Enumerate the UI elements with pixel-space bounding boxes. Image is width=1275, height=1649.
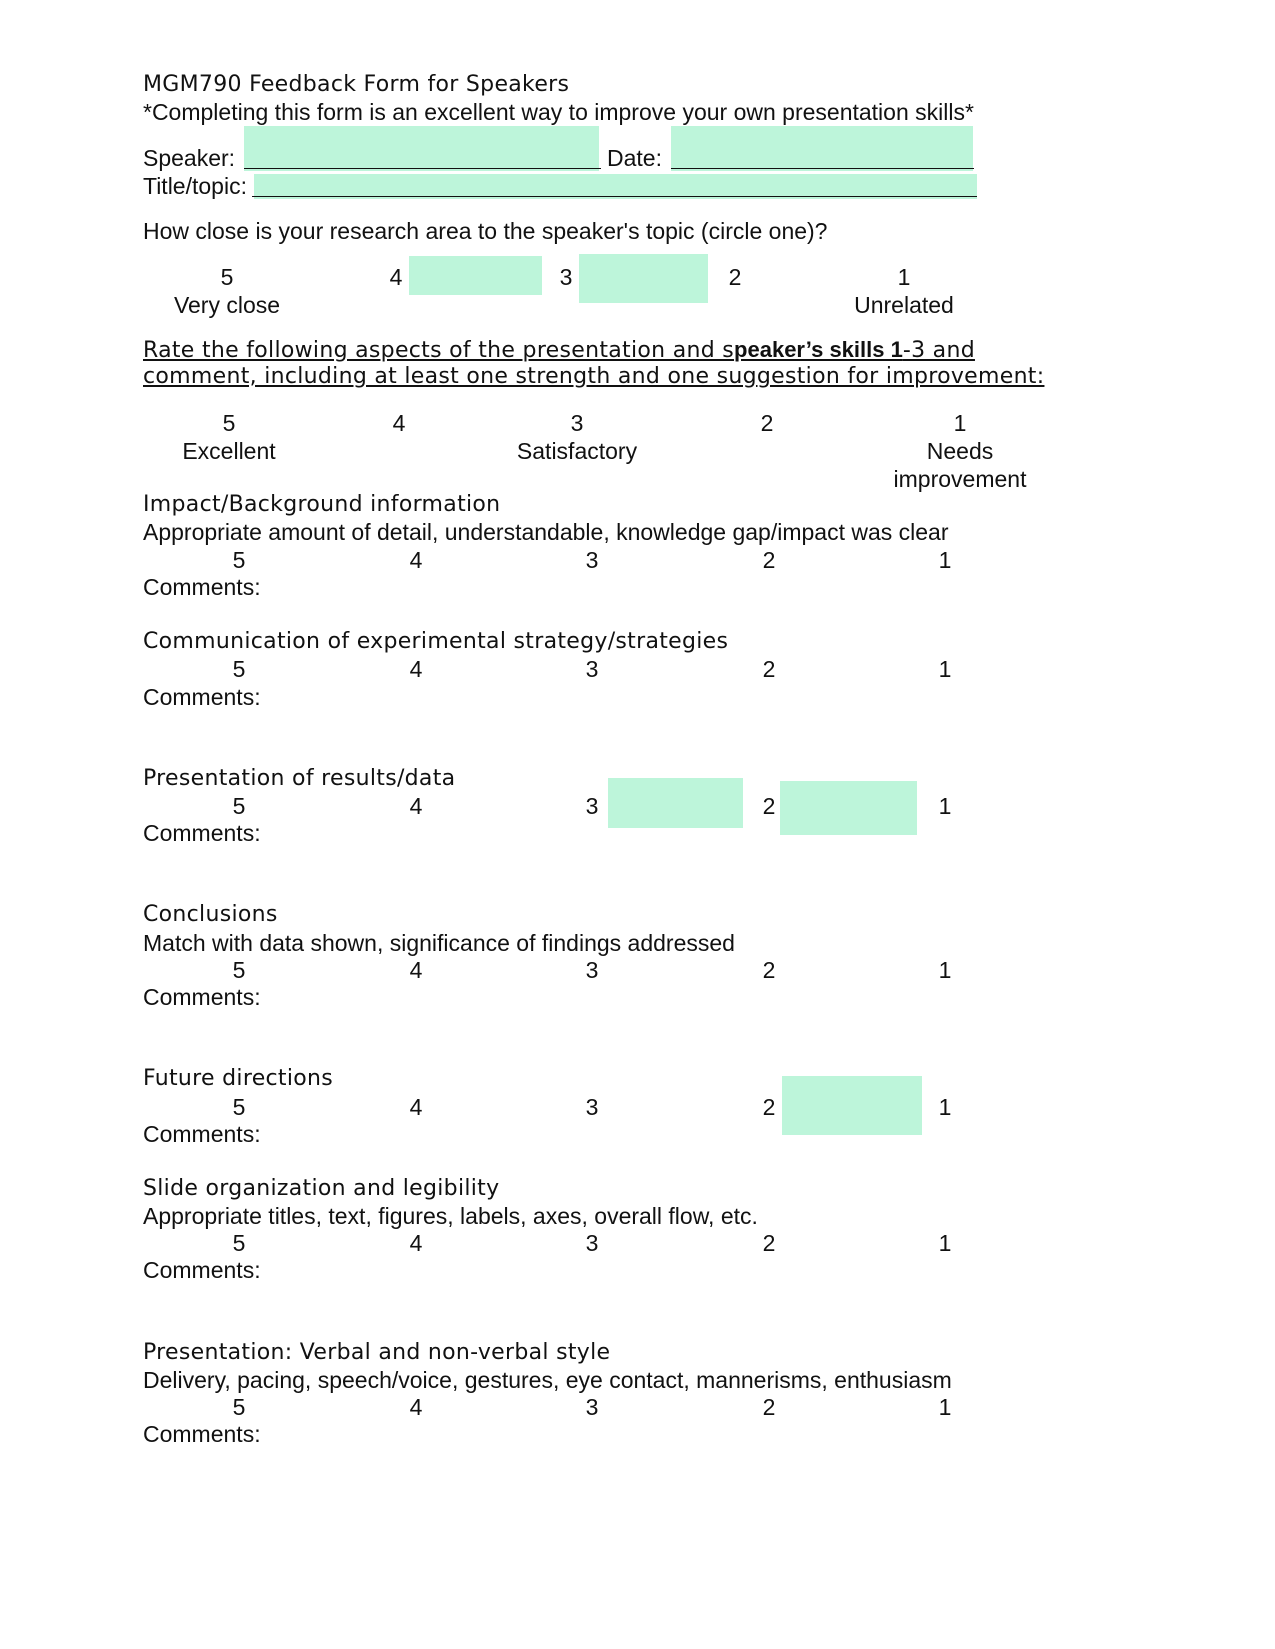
section-style-option-1[interactable]: 1 xyxy=(938,1394,952,1420)
section-conclusions-option-3[interactable]: 3 xyxy=(585,957,599,983)
rating-instructions-part3: -3 and xyxy=(902,338,975,363)
section-impact-option-3[interactable]: 3 xyxy=(585,547,599,573)
date-field-line xyxy=(671,168,974,169)
section-impact-heading: Impact/Background information xyxy=(143,492,501,517)
section-results-option-2[interactable]: 2 xyxy=(762,793,776,819)
rating-instructions-bold: peaker’s skills 1 xyxy=(734,337,903,362)
section-future-option-2[interactable]: 2 xyxy=(762,1094,776,1120)
closeness-question: How close is your research area to the speaker's topic (circle one)? xyxy=(143,218,828,244)
section-style-option-5[interactable]: 5 xyxy=(232,1394,246,1420)
date-label: Date: xyxy=(607,145,662,171)
speaker-label: Speaker: xyxy=(143,145,236,171)
section-results-comments-label: Comments: xyxy=(143,820,261,846)
title-topic-label: Title/topic: xyxy=(143,173,247,199)
section-communication-comments-label: Comments: xyxy=(143,684,261,710)
section-communication-option-1[interactable]: 1 xyxy=(938,656,952,682)
closeness-choice-3-field[interactable] xyxy=(579,254,708,303)
closeness-option-3[interactable]: 3 xyxy=(559,264,573,290)
form-title: MGM790 Feedback Form for Speakers xyxy=(143,72,570,97)
rating-instructions-line2: comment, including at least one strength and one suggestion for improvement: xyxy=(143,364,1045,389)
section-future-heading: Future directions xyxy=(143,1066,334,1091)
legend-label-excellent: Excellent xyxy=(182,438,276,464)
legend-4: 4 xyxy=(392,410,406,436)
section-slides-heading: Slide organization and legibility xyxy=(143,1176,500,1201)
rating-instructions-part1: Rate the following aspects of the presentation and s xyxy=(143,338,735,363)
section-results-option-5[interactable]: 5 xyxy=(232,793,246,819)
section-communication-option-4[interactable]: 4 xyxy=(409,656,423,682)
legend-3: 3 xyxy=(570,410,584,436)
legend-label-satisfactory: Satisfactory xyxy=(516,438,638,464)
section-results-choice-2-field[interactable] xyxy=(780,781,917,835)
section-future-option-1[interactable]: 1 xyxy=(938,1094,952,1120)
section-style-description: Delivery, pacing, speech/voice, gestures, eye contact, mannerisms, enthusiasm xyxy=(143,1367,952,1393)
section-slides-option-2[interactable]: 2 xyxy=(762,1230,776,1256)
closeness-label-unrelated: Unrelated xyxy=(854,292,954,318)
section-style-comments-label: Comments: xyxy=(143,1421,261,1447)
legend-label-needs-improvement: Needs improvement xyxy=(893,438,1027,492)
section-communication-heading: Communication of experimental strategy/strategies xyxy=(143,629,729,654)
date-field[interactable] xyxy=(671,126,973,171)
section-impact-option-4[interactable]: 4 xyxy=(409,547,423,573)
section-conclusions-heading: Conclusions xyxy=(143,902,278,927)
section-impact-option-1[interactable]: 1 xyxy=(938,547,952,573)
section-communication-option-3[interactable]: 3 xyxy=(585,656,599,682)
rating-instructions xyxy=(143,339,975,362)
section-future-choice-2-field[interactable] xyxy=(782,1076,922,1135)
closeness-option-1[interactable]: 1 xyxy=(897,264,911,290)
section-future-comments-label: Comments: xyxy=(143,1121,261,1147)
section-communication-option-5[interactable]: 5 xyxy=(232,656,246,682)
section-impact-comments-label: Comments: xyxy=(143,574,261,600)
section-conclusions-option-4[interactable]: 4 xyxy=(409,957,423,983)
section-style-option-3[interactable]: 3 xyxy=(585,1394,599,1420)
section-style-option-2[interactable]: 2 xyxy=(762,1394,776,1420)
section-slides-option-1[interactable]: 1 xyxy=(938,1230,952,1256)
section-style-option-4[interactable]: 4 xyxy=(409,1394,423,1420)
closeness-option-2[interactable]: 2 xyxy=(728,264,742,290)
section-impact-option-2[interactable]: 2 xyxy=(762,547,776,573)
section-conclusions-description: Match with data shown, significance of findings addressed xyxy=(143,930,735,956)
closeness-choice-4-field[interactable] xyxy=(409,256,542,295)
form-subtitle: *Completing this form is an excellent way to improve your own presentation skills* xyxy=(143,99,974,125)
section-slides-comments-label: Comments: xyxy=(143,1257,261,1283)
section-conclusions-comments-label: Comments: xyxy=(143,984,261,1010)
section-results-option-1[interactable]: 1 xyxy=(938,793,952,819)
section-results-choice-3-field[interactable] xyxy=(608,778,743,828)
speaker-field-line xyxy=(244,168,601,169)
title-topic-field-line xyxy=(252,196,977,197)
legend-2: 2 xyxy=(760,410,774,436)
section-slides-option-5[interactable]: 5 xyxy=(232,1230,246,1256)
legend-1: 1 xyxy=(953,410,967,436)
section-impact-option-5[interactable]: 5 xyxy=(232,547,246,573)
section-results-option-4[interactable]: 4 xyxy=(409,793,423,819)
section-conclusions-option-5[interactable]: 5 xyxy=(232,957,246,983)
section-future-option-5[interactable]: 5 xyxy=(232,1094,246,1120)
section-results-option-3[interactable]: 3 xyxy=(585,793,599,819)
section-slides-option-3[interactable]: 3 xyxy=(585,1230,599,1256)
section-slides-option-4[interactable]: 4 xyxy=(409,1230,423,1256)
section-results-heading: Presentation of results/data xyxy=(143,766,456,791)
section-future-option-3[interactable]: 3 xyxy=(585,1094,599,1120)
closeness-option-5[interactable]: 5 xyxy=(220,264,234,290)
section-conclusions-option-1[interactable]: 1 xyxy=(938,957,952,983)
speaker-field[interactable] xyxy=(244,126,599,171)
section-impact-description: Appropriate amount of detail, understandable, knowledge gap/impact was clear xyxy=(143,519,949,545)
section-future-option-4[interactable]: 4 xyxy=(409,1094,423,1120)
section-conclusions-option-2[interactable]: 2 xyxy=(762,957,776,983)
section-style-heading: Presentation: Verbal and non-verbal style xyxy=(143,1340,611,1365)
closeness-label-very-close: Very close xyxy=(173,292,281,318)
section-slides-description: Appropriate titles, text, figures, labels, axes, overall flow, etc. xyxy=(143,1203,758,1229)
legend-5: 5 xyxy=(222,410,236,436)
closeness-option-4[interactable]: 4 xyxy=(389,264,403,290)
section-communication-option-2[interactable]: 2 xyxy=(762,656,776,682)
